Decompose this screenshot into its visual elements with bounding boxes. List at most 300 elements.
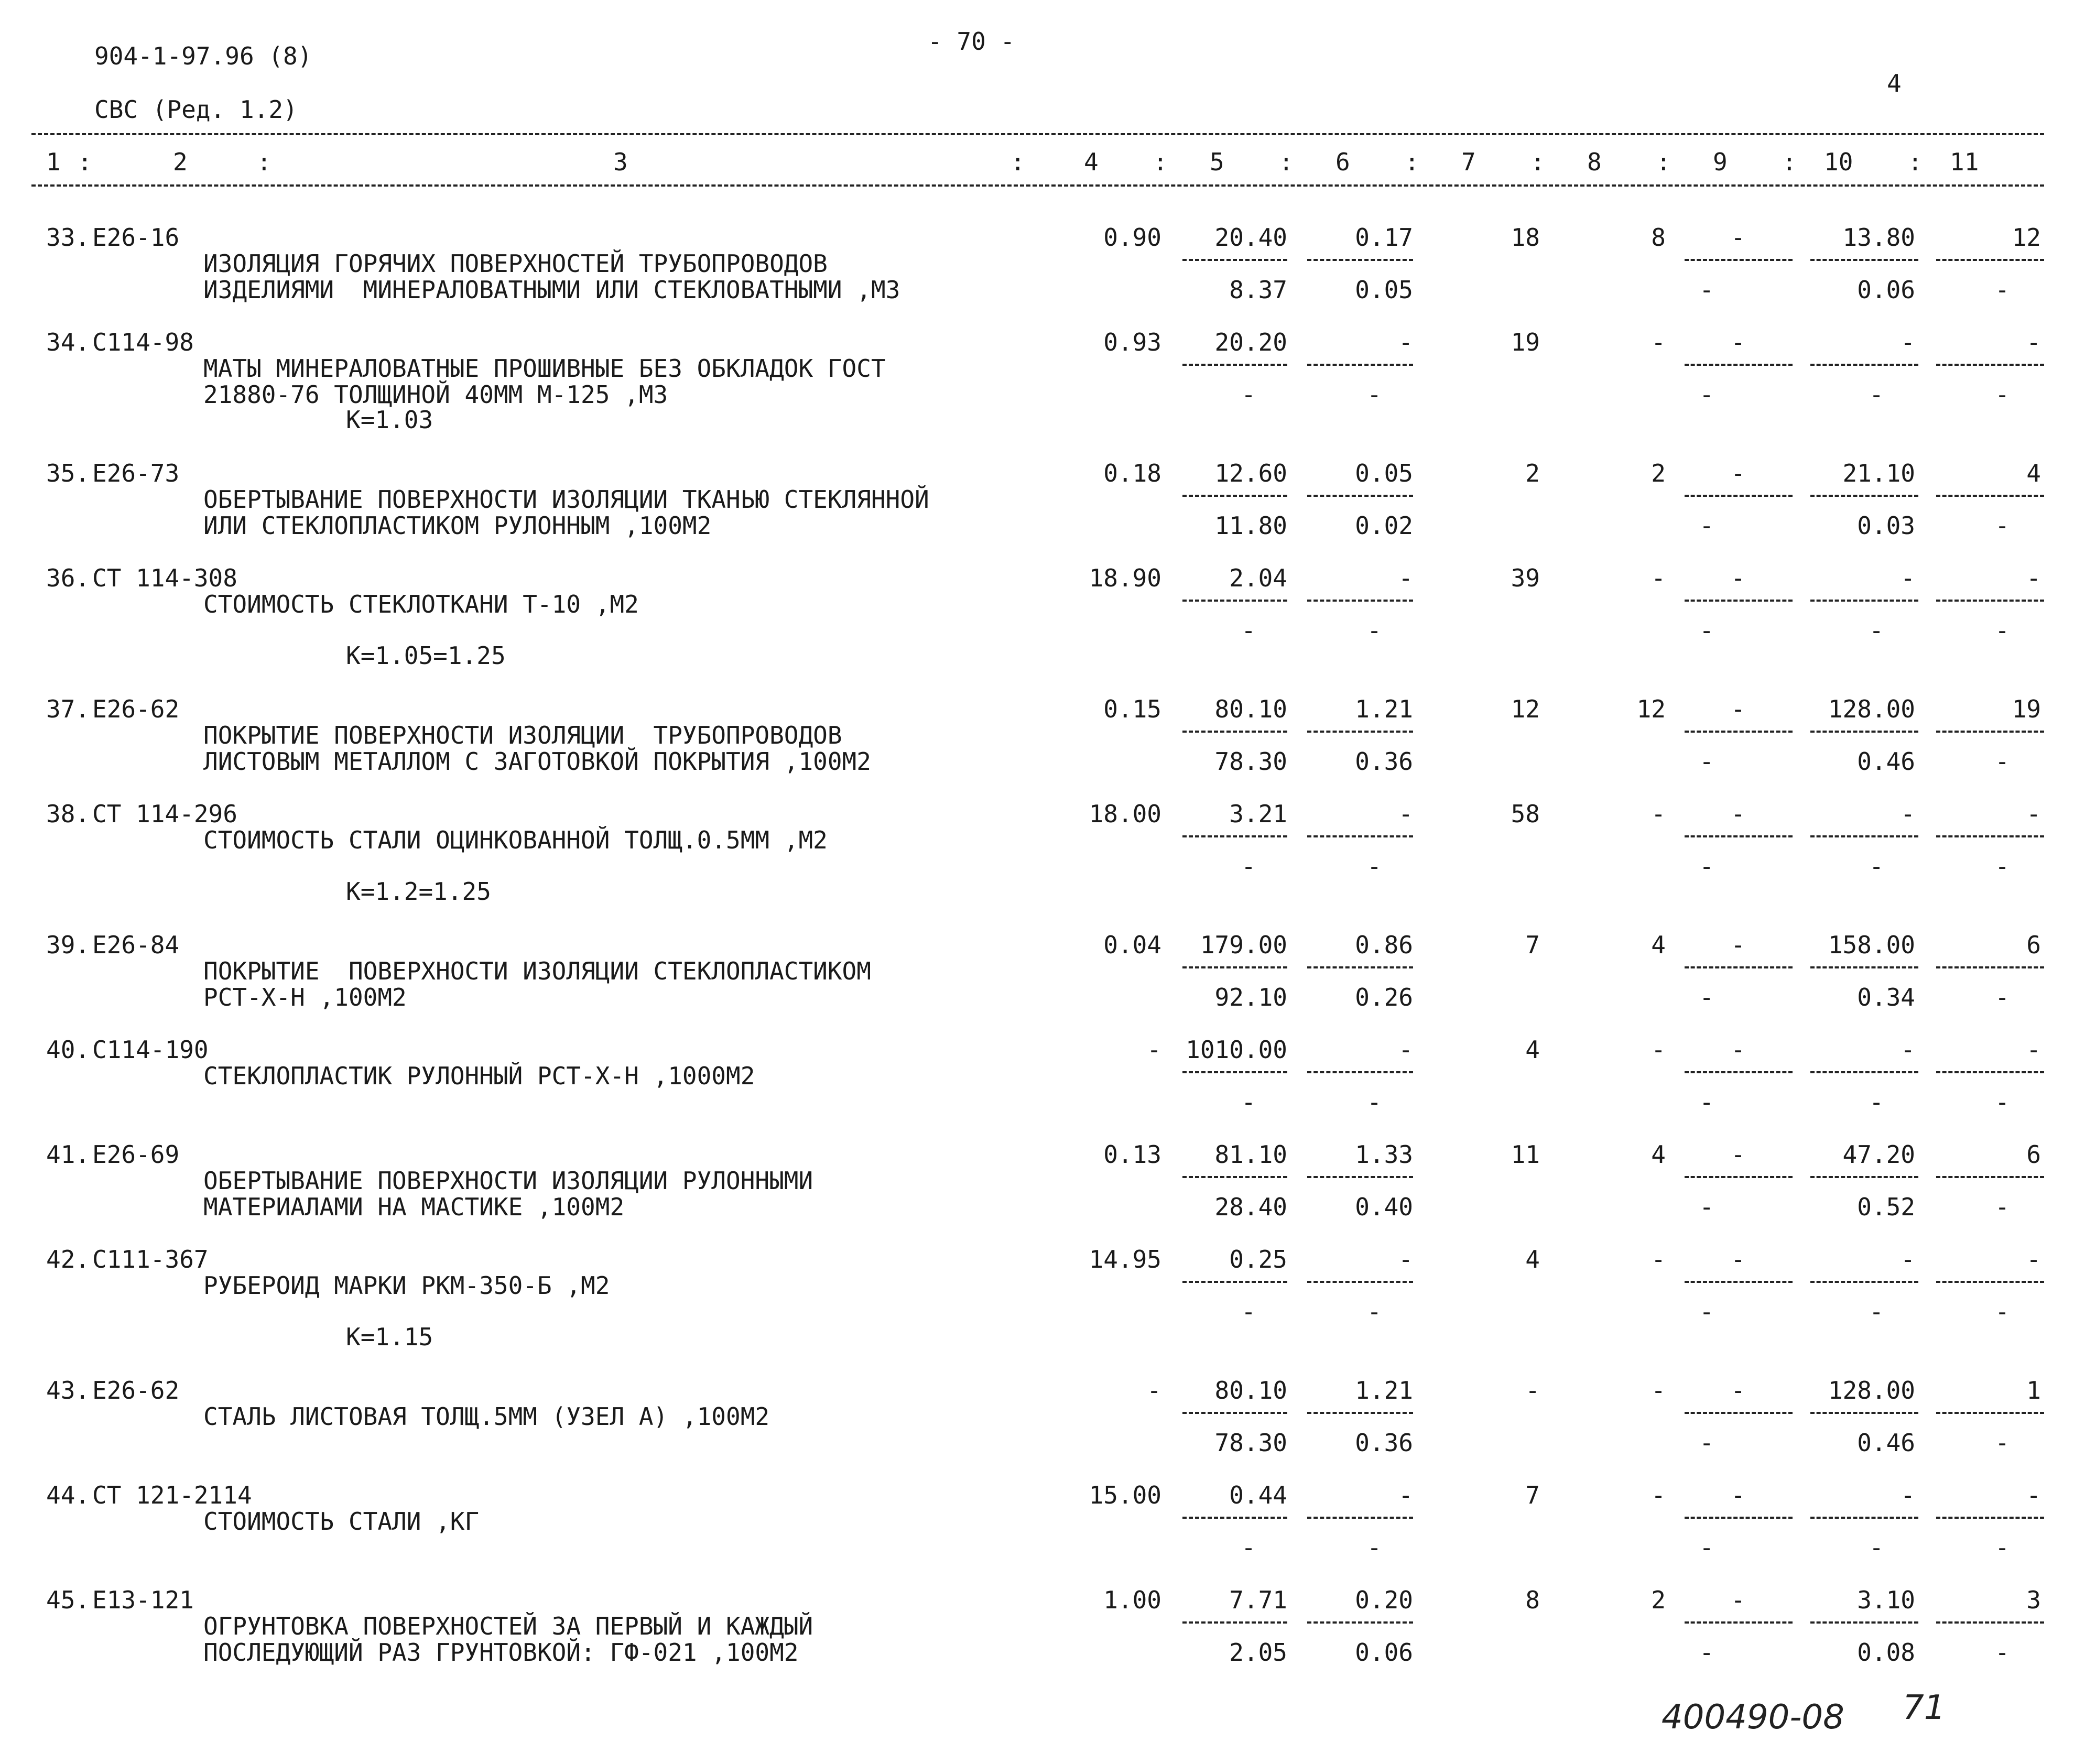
cell-divider: [1936, 966, 2044, 968]
cell-lower-c9: -: [1699, 511, 1714, 540]
column-separator: :: [1405, 148, 1419, 176]
cell-divider: [1936, 1176, 2044, 1178]
coefficient-note: К=1.2=1.25: [346, 877, 491, 906]
column-header: 4: [1084, 148, 1099, 176]
cell-col-6: 1.21: [1355, 695, 1413, 723]
column-header: 11: [1950, 148, 1979, 176]
cell-divider: [1810, 1176, 1918, 1178]
cell-col-6: 1.21: [1355, 1376, 1413, 1404]
cell-col-9: -: [1731, 1481, 1745, 1509]
cell-lower-c11: -: [1995, 983, 2010, 1011]
cell-lower-c11: -: [1995, 747, 2010, 776]
cell-lower-c6: 0.36: [1355, 747, 1413, 776]
cell-lower-c10: 0.03: [1857, 511, 1915, 540]
cell-col-8: -: [1651, 1245, 1666, 1273]
cell-lower-c11: -: [1995, 380, 2010, 409]
cell-col-10: -: [1901, 1245, 1915, 1273]
cell-col-4: 18.90: [1089, 564, 1161, 592]
cell-lower-c6: -: [1367, 1088, 1382, 1116]
cell-lower-c10: 0.46: [1857, 747, 1915, 776]
cell-col-6: -: [1398, 1481, 1413, 1509]
cell-divider: [1307, 1412, 1413, 1414]
cell-col-6: -: [1398, 800, 1413, 828]
cell-divider: [1685, 1621, 1793, 1624]
cell-divider: [1182, 1176, 1287, 1178]
cell-col-6: -: [1398, 564, 1413, 592]
cell-col-10: -: [1901, 564, 1915, 592]
cell-col-11: -: [2026, 1245, 2041, 1273]
work-description: ПОКРЫТИЕ ПОВЕРХНОСТИ ИЗОЛЯЦИИ ТРУБОПРОВОДОВ: [203, 721, 842, 749]
cell-col-8: 2: [1651, 1586, 1666, 1614]
work-description-cont: ПОСЛЕДУЮЩИЙ РАЗ ГРУНТОВКОЙ: ГФ-021 ,100М2: [203, 1638, 799, 1667]
cell-lower-c6: -: [1367, 1298, 1382, 1326]
cell-lower-c9: -: [1699, 616, 1714, 645]
cell-col-7: 8: [1525, 1586, 1540, 1614]
rate-code: С114-98: [92, 328, 194, 356]
work-description: ОГРУНТОВКА ПОВЕРХНОСТЕЙ ЗА ПЕРВЫЙ И КАЖДЫЙ: [203, 1612, 813, 1640]
cell-divider: [1810, 731, 1918, 733]
cell-col-9: -: [1731, 1586, 1745, 1614]
cell-divider: [1182, 1621, 1287, 1624]
work-description: СТОИМОСТЬ СТЕКЛОТКАНИ Т-10 ,М2: [203, 590, 639, 618]
coefficient-note: К=1.05=1.25: [346, 641, 506, 670]
coefficient-note: К=1.03: [346, 406, 433, 434]
cell-col-9: -: [1731, 1140, 1745, 1169]
cell-col-9: -: [1731, 695, 1745, 723]
doc-code: 904-1-97.96 (8): [94, 42, 312, 70]
cell-divider: [1182, 259, 1287, 261]
cell-divider: [1307, 966, 1413, 968]
cell-lower-c11: -: [1995, 1298, 2010, 1326]
cell-col-4: 15.00: [1089, 1481, 1161, 1509]
cell-divider: [1810, 495, 1918, 497]
row-number: 37.: [46, 695, 90, 723]
work-description: ОБЕРТЫВАНИЕ ПОВЕРХНОСТИ ИЗОЛЯЦИИ РУЛОННЫМИ: [203, 1167, 813, 1195]
row-number: 44.: [46, 1481, 90, 1509]
cell-lower-c10: 0.08: [1857, 1638, 1915, 1667]
cell-lower-c9: -: [1699, 983, 1714, 1011]
cell-divider: [1307, 1176, 1413, 1178]
cell-col-5: 80.10: [1214, 1376, 1287, 1404]
cell-lower-c5: -: [1241, 1298, 1256, 1326]
cell-divider: [1936, 1621, 2044, 1624]
cell-col-6: 1.33: [1355, 1140, 1413, 1169]
column-header: 6: [1335, 148, 1350, 176]
cell-divider: [1685, 1281, 1793, 1283]
cell-lower-c10: -: [1869, 1088, 1884, 1116]
cell-divider: [1936, 1517, 2044, 1519]
work-description: РУБЕРОИД МАРКИ РКМ-350-Б ,М2: [203, 1271, 610, 1300]
rate-code: Е13-121: [92, 1586, 194, 1614]
cell-divider: [1936, 835, 2044, 837]
cell-col-8: 4: [1651, 931, 1666, 959]
row-number: 39.: [46, 931, 90, 959]
cell-divider: [1936, 259, 2044, 261]
cell-lower-c10: 0.34: [1857, 983, 1915, 1011]
work-description: СТАЛЬ ЛИСТОВАЯ ТОЛЩ.5ММ (УЗЕЛ А) ,100М2: [203, 1402, 770, 1431]
cell-divider: [1182, 600, 1287, 602]
cell-col-4: 0.93: [1103, 328, 1161, 356]
rate-code: СТ 121-2114: [92, 1481, 252, 1509]
cell-col-9: -: [1731, 931, 1745, 959]
rate-code: Е26-73: [92, 459, 180, 487]
cell-col-10: -: [1901, 800, 1915, 828]
cell-divider: [1810, 1281, 1918, 1283]
cell-col-5: 3.21: [1229, 800, 1287, 828]
cell-col-5: 7.71: [1229, 1586, 1287, 1614]
work-description: ПОКРЫТИЕ ПОВЕРХНОСТИ ИЗОЛЯЦИИ СТЕКЛОПЛАСТИКОМ: [203, 957, 871, 985]
cell-col-11: -: [2026, 1036, 2041, 1064]
column-header: 3: [613, 148, 628, 176]
column-separator: :: [1530, 148, 1545, 176]
page-number: - 70 -: [928, 27, 1015, 56]
cell-divider: [1307, 1621, 1413, 1624]
row-number: 43.: [46, 1376, 90, 1404]
cell-lower-c6: -: [1367, 616, 1382, 645]
cell-col-6: -: [1398, 328, 1413, 356]
cell-divider: [1307, 1281, 1413, 1283]
rate-code: Е26-16: [92, 223, 180, 252]
cell-lower-c6: 0.05: [1355, 276, 1413, 304]
column-separator: :: [1908, 148, 1923, 176]
cell-divider: [1685, 835, 1793, 837]
cell-lower-c11: -: [1995, 1088, 2010, 1116]
cell-lower-c11: -: [1995, 511, 2010, 540]
cell-col-11: -: [2026, 1481, 2041, 1509]
cell-col-11: 6: [2026, 1140, 2041, 1169]
column-header: 2: [173, 148, 188, 176]
cell-col-4: 0.15: [1103, 695, 1161, 723]
cell-col-8: -: [1651, 564, 1666, 592]
work-description-cont: ИЗДЕЛИЯМИ МИНЕРАЛОВАТНЫМИ ИЛИ СТЕКЛОВАТНЫМИ ,М3: [203, 276, 900, 304]
column-separator: :: [1656, 148, 1671, 176]
cell-lower-c5: -: [1241, 1533, 1256, 1562]
cell-divider: [1810, 1517, 1918, 1519]
cell-divider: [1182, 835, 1287, 837]
cell-lower-c6: 0.40: [1355, 1193, 1413, 1221]
cell-col-8: -: [1651, 800, 1666, 828]
cell-lower-c11: -: [1995, 1533, 2010, 1562]
cell-divider: [1182, 731, 1287, 733]
cell-lower-c11: -: [1995, 852, 2010, 880]
cell-col-6: -: [1398, 1245, 1413, 1273]
cell-lower-c10: -: [1869, 380, 1884, 409]
cell-col-5: 80.10: [1214, 695, 1287, 723]
cell-col-10: 47.20: [1842, 1140, 1915, 1169]
cell-divider: [1810, 600, 1918, 602]
cell-col-10: 158.00: [1828, 931, 1915, 959]
cell-col-4: 0.18: [1103, 459, 1161, 487]
cell-col-4: -: [1147, 1376, 1161, 1404]
cell-divider: [1307, 1517, 1413, 1519]
cell-divider: [1685, 495, 1793, 497]
cell-col-9: -: [1731, 1245, 1745, 1273]
cell-lower-c5: 78.30: [1214, 1429, 1287, 1457]
cell-col-6: -: [1398, 1036, 1413, 1064]
cell-lower-c10: -: [1869, 616, 1884, 645]
cell-col-10: 128.00: [1828, 695, 1915, 723]
cell-col-7: 4: [1525, 1245, 1540, 1273]
cell-col-9: -: [1731, 1036, 1745, 1064]
cell-col-7: -: [1525, 1376, 1540, 1404]
cell-divider: [1182, 1071, 1287, 1073]
cell-lower-c6: -: [1367, 852, 1382, 880]
row-number: 35.: [46, 459, 90, 487]
cell-lower-c9: -: [1699, 1088, 1714, 1116]
rate-code: СТ 114-308: [92, 564, 237, 592]
cell-lower-c6: -: [1367, 380, 1382, 409]
work-description: СТЕКЛОПЛАСТИК РУЛОННЫЙ РСТ-Х-Н ,1000М2: [203, 1062, 755, 1090]
row-number: 33.: [46, 223, 90, 252]
cell-col-11: -: [2026, 800, 2041, 828]
cell-col-10: 13.80: [1842, 223, 1915, 252]
cell-lower-c9: -: [1699, 1429, 1714, 1457]
cell-col-7: 12: [1511, 695, 1540, 723]
cell-divider: [1810, 1412, 1918, 1414]
cell-lower-c9: -: [1699, 1193, 1714, 1221]
rate-code: СТ 114-296: [92, 800, 237, 828]
column-header: 8: [1587, 148, 1602, 176]
cell-col-7: 2: [1525, 459, 1540, 487]
cell-divider: [1685, 1412, 1793, 1414]
cell-col-8: 12: [1636, 695, 1666, 723]
cell-divider: [1936, 495, 2044, 497]
cell-divider: [1685, 364, 1793, 366]
column-header: 5: [1210, 148, 1224, 176]
handwritten-stamp-page: 71: [1903, 1689, 1946, 1727]
cell-lower-c11: -: [1995, 276, 2010, 304]
cell-lower-c10: 0.46: [1857, 1429, 1915, 1457]
cell-lower-c10: -: [1869, 1533, 1884, 1562]
cell-col-5: 179.00: [1200, 931, 1287, 959]
cell-col-5: 0.44: [1229, 1481, 1287, 1509]
cell-col-7: 19: [1511, 328, 1540, 356]
column-separator: :: [257, 148, 272, 176]
header-bottom-rule: [31, 184, 2044, 187]
work-description-cont: МАТЕРИАЛАМИ НА МАСТИКЕ ,100М2: [203, 1193, 625, 1221]
cell-lower-c10: 0.52: [1857, 1193, 1915, 1221]
cell-col-4: 0.13: [1103, 1140, 1161, 1169]
cell-col-9: -: [1731, 459, 1745, 487]
cell-col-7: 11: [1511, 1140, 1540, 1169]
cell-col-7: 4: [1525, 1036, 1540, 1064]
cell-col-10: 128.00: [1828, 1376, 1915, 1404]
cell-divider: [1810, 259, 1918, 261]
cell-lower-c10: -: [1869, 1298, 1884, 1326]
cell-lower-c9: -: [1699, 1298, 1714, 1326]
cell-lower-c5: 2.05: [1229, 1638, 1287, 1667]
cell-col-4: 0.04: [1103, 931, 1161, 959]
cell-divider: [1685, 600, 1793, 602]
cell-col-8: -: [1651, 1481, 1666, 1509]
cell-divider: [1182, 495, 1287, 497]
row-number: 40.: [46, 1036, 90, 1064]
cell-col-4: 18.00: [1089, 800, 1161, 828]
cell-divider: [1182, 1517, 1287, 1519]
work-description: ИЗОЛЯЦИЯ ГОРЯЧИХ ПОВЕРХНОСТЕЙ ТРУБОПРОВОДОВ: [203, 249, 828, 278]
cell-lower-c10: 0.06: [1857, 276, 1915, 304]
cell-col-6: 0.05: [1355, 459, 1413, 487]
cell-col-7: 39: [1511, 564, 1540, 592]
cell-col-10: 21.10: [1842, 459, 1915, 487]
cell-divider: [1307, 1071, 1413, 1073]
cell-col-8: 2: [1651, 459, 1666, 487]
program-version: СВС (Ред. 1.2): [94, 95, 298, 124]
cell-lower-c5: -: [1241, 1088, 1256, 1116]
row-number: 41.: [46, 1140, 90, 1169]
cell-divider: [1182, 1281, 1287, 1283]
cell-lower-c11: -: [1995, 1193, 2010, 1221]
cell-col-5: 0.25: [1229, 1245, 1287, 1273]
cell-lower-c5: -: [1241, 852, 1256, 880]
row-number: 36.: [46, 564, 90, 592]
column-separator: :: [1011, 148, 1025, 176]
cell-lower-c6: 0.06: [1355, 1638, 1413, 1667]
work-description: СТОИМОСТЬ СТАЛИ ОЦИНКОВАННОЙ ТОЛЩ.0.5ММ ,М2: [203, 826, 828, 854]
cell-col-6: 0.17: [1355, 223, 1413, 252]
cell-lower-c9: -: [1699, 747, 1714, 776]
cell-col-4: 14.95: [1089, 1245, 1161, 1273]
cell-lower-c5: 92.10: [1214, 983, 1287, 1011]
row-number: 42.: [46, 1245, 90, 1273]
coefficient-note: К=1.15: [346, 1323, 433, 1351]
cell-col-11: -: [2026, 328, 2041, 356]
row-number: 34.: [46, 328, 90, 356]
work-description-cont: 21880-76 ТОЛЩИНОЙ 40ММ М-125 ,М3: [203, 380, 668, 409]
cell-divider: [1810, 1071, 1918, 1073]
cell-col-5: 81.10: [1214, 1140, 1287, 1169]
column-header: 7: [1461, 148, 1476, 176]
work-description-cont: ИЛИ СТЕКЛОПЛАСТИКОМ РУЛОННЫМ ,100М2: [203, 511, 712, 540]
cell-col-5: 2.04: [1229, 564, 1287, 592]
cell-lower-c6: 0.36: [1355, 1429, 1413, 1457]
cell-col-9: -: [1731, 564, 1745, 592]
sheet-number: 4: [1887, 69, 1902, 97]
cell-divider: [1307, 495, 1413, 497]
cell-lower-c9: -: [1699, 1638, 1714, 1667]
rate-code: Е26-62: [92, 1376, 180, 1404]
cell-col-8: -: [1651, 1376, 1666, 1404]
cell-divider: [1685, 1176, 1793, 1178]
rate-code: Е26-69: [92, 1140, 180, 1169]
cell-divider: [1810, 966, 1918, 968]
cell-divider: [1685, 1071, 1793, 1073]
cell-col-9: -: [1731, 800, 1745, 828]
cell-col-11: 1: [2026, 1376, 2041, 1404]
cell-col-11: 12: [2012, 223, 2041, 252]
cell-lower-c5: -: [1241, 380, 1256, 409]
cell-col-5: 1010.00: [1186, 1036, 1287, 1064]
cell-lower-c6: 0.02: [1355, 511, 1413, 540]
cell-col-8: -: [1651, 1036, 1666, 1064]
cell-lower-c5: -: [1241, 616, 1256, 645]
cell-lower-c10: -: [1869, 852, 1884, 880]
cell-divider: [1307, 731, 1413, 733]
rate-code: Е26-62: [92, 695, 180, 723]
cell-col-11: -: [2026, 564, 2041, 592]
cell-divider: [1182, 364, 1287, 366]
column-separator: :: [78, 148, 92, 176]
cell-col-7: 7: [1525, 1481, 1540, 1509]
cell-divider: [1307, 835, 1413, 837]
cell-divider: [1307, 600, 1413, 602]
cell-col-9: -: [1731, 328, 1745, 356]
cell-divider: [1810, 835, 1918, 837]
cell-divider: [1685, 1517, 1793, 1519]
row-number: 45.: [46, 1586, 90, 1614]
work-description-cont: ЛИСТОВЫМ МЕТАЛЛОМ С ЗАГОТОВКОЙ ПОКРЫТИЯ ,100М2: [203, 747, 871, 776]
cell-divider: [1182, 1412, 1287, 1414]
cell-col-8: 4: [1651, 1140, 1666, 1169]
cell-divider: [1936, 364, 2044, 366]
cell-col-11: 4: [2026, 459, 2041, 487]
cell-col-11: 6: [2026, 931, 2041, 959]
cell-col-8: -: [1651, 328, 1666, 356]
cell-col-4: 0.90: [1103, 223, 1161, 252]
cell-col-11: 3: [2026, 1586, 2041, 1614]
cell-divider: [1182, 966, 1287, 968]
cell-divider: [1307, 259, 1413, 261]
cell-col-6: 0.86: [1355, 931, 1413, 959]
cell-col-11: 19: [2012, 695, 2041, 723]
rate-code: С114-190: [92, 1036, 209, 1064]
work-description: СТОИМОСТЬ СТАЛИ ,КГ: [203, 1507, 480, 1536]
cell-divider: [1685, 731, 1793, 733]
cell-lower-c5: 8.37: [1229, 276, 1287, 304]
work-description-cont: РСТ-Х-Н ,100М2: [203, 983, 407, 1011]
cell-lower-c9: -: [1699, 380, 1714, 409]
cell-divider: [1936, 600, 2044, 602]
cell-col-10: 3.10: [1857, 1586, 1915, 1614]
column-header: 9: [1713, 148, 1728, 176]
cell-col-10: -: [1901, 328, 1915, 356]
cell-col-5: 20.40: [1214, 223, 1287, 252]
column-separator: :: [1782, 148, 1797, 176]
cell-lower-c5: 11.80: [1214, 511, 1287, 540]
cell-divider: [1810, 364, 1918, 366]
work-description: ОБЕРТЫВАНИЕ ПОВЕРХНОСТИ ИЗОЛЯЦИИ ТКАНЬЮ СТЕКЛЯННОЙ: [203, 485, 929, 514]
cell-lower-c11: -: [1995, 1638, 2010, 1667]
work-description: МАТЫ МИНЕРАЛОВАТНЫЕ ПРОШИВНЫЕ БЕЗ ОБКЛАДОК ГОСТ: [203, 354, 886, 383]
cell-col-9: -: [1731, 1376, 1745, 1404]
cell-col-6: 0.20: [1355, 1586, 1413, 1614]
cell-lower-c11: -: [1995, 616, 2010, 645]
cell-lower-c5: 78.30: [1214, 747, 1287, 776]
cell-divider: [1810, 1621, 1918, 1624]
cell-col-7: 7: [1525, 931, 1540, 959]
cell-lower-c5: 28.40: [1214, 1193, 1287, 1221]
cell-col-5: 12.60: [1214, 459, 1287, 487]
cell-divider: [1685, 259, 1793, 261]
cell-col-7: 58: [1511, 800, 1540, 828]
cell-col-7: 18: [1511, 223, 1540, 252]
cell-col-10: -: [1901, 1036, 1915, 1064]
cell-lower-c9: -: [1699, 852, 1714, 880]
cell-divider: [1936, 1281, 2044, 1283]
rate-code: С111-367: [92, 1245, 209, 1273]
handwritten-stamp-code: 400490-08: [1662, 1698, 1844, 1737]
cell-col-5: 20.20: [1214, 328, 1287, 356]
cell-lower-c9: -: [1699, 276, 1714, 304]
cell-col-4: -: [1147, 1036, 1161, 1064]
cell-col-10: -: [1901, 1481, 1915, 1509]
cell-lower-c6: 0.26: [1355, 983, 1413, 1011]
column-separator: :: [1153, 148, 1168, 176]
cell-lower-c11: -: [1995, 1429, 2010, 1457]
cell-col-8: 8: [1651, 223, 1666, 252]
column-header: 10: [1824, 148, 1853, 176]
cell-lower-c6: -: [1367, 1533, 1382, 1562]
